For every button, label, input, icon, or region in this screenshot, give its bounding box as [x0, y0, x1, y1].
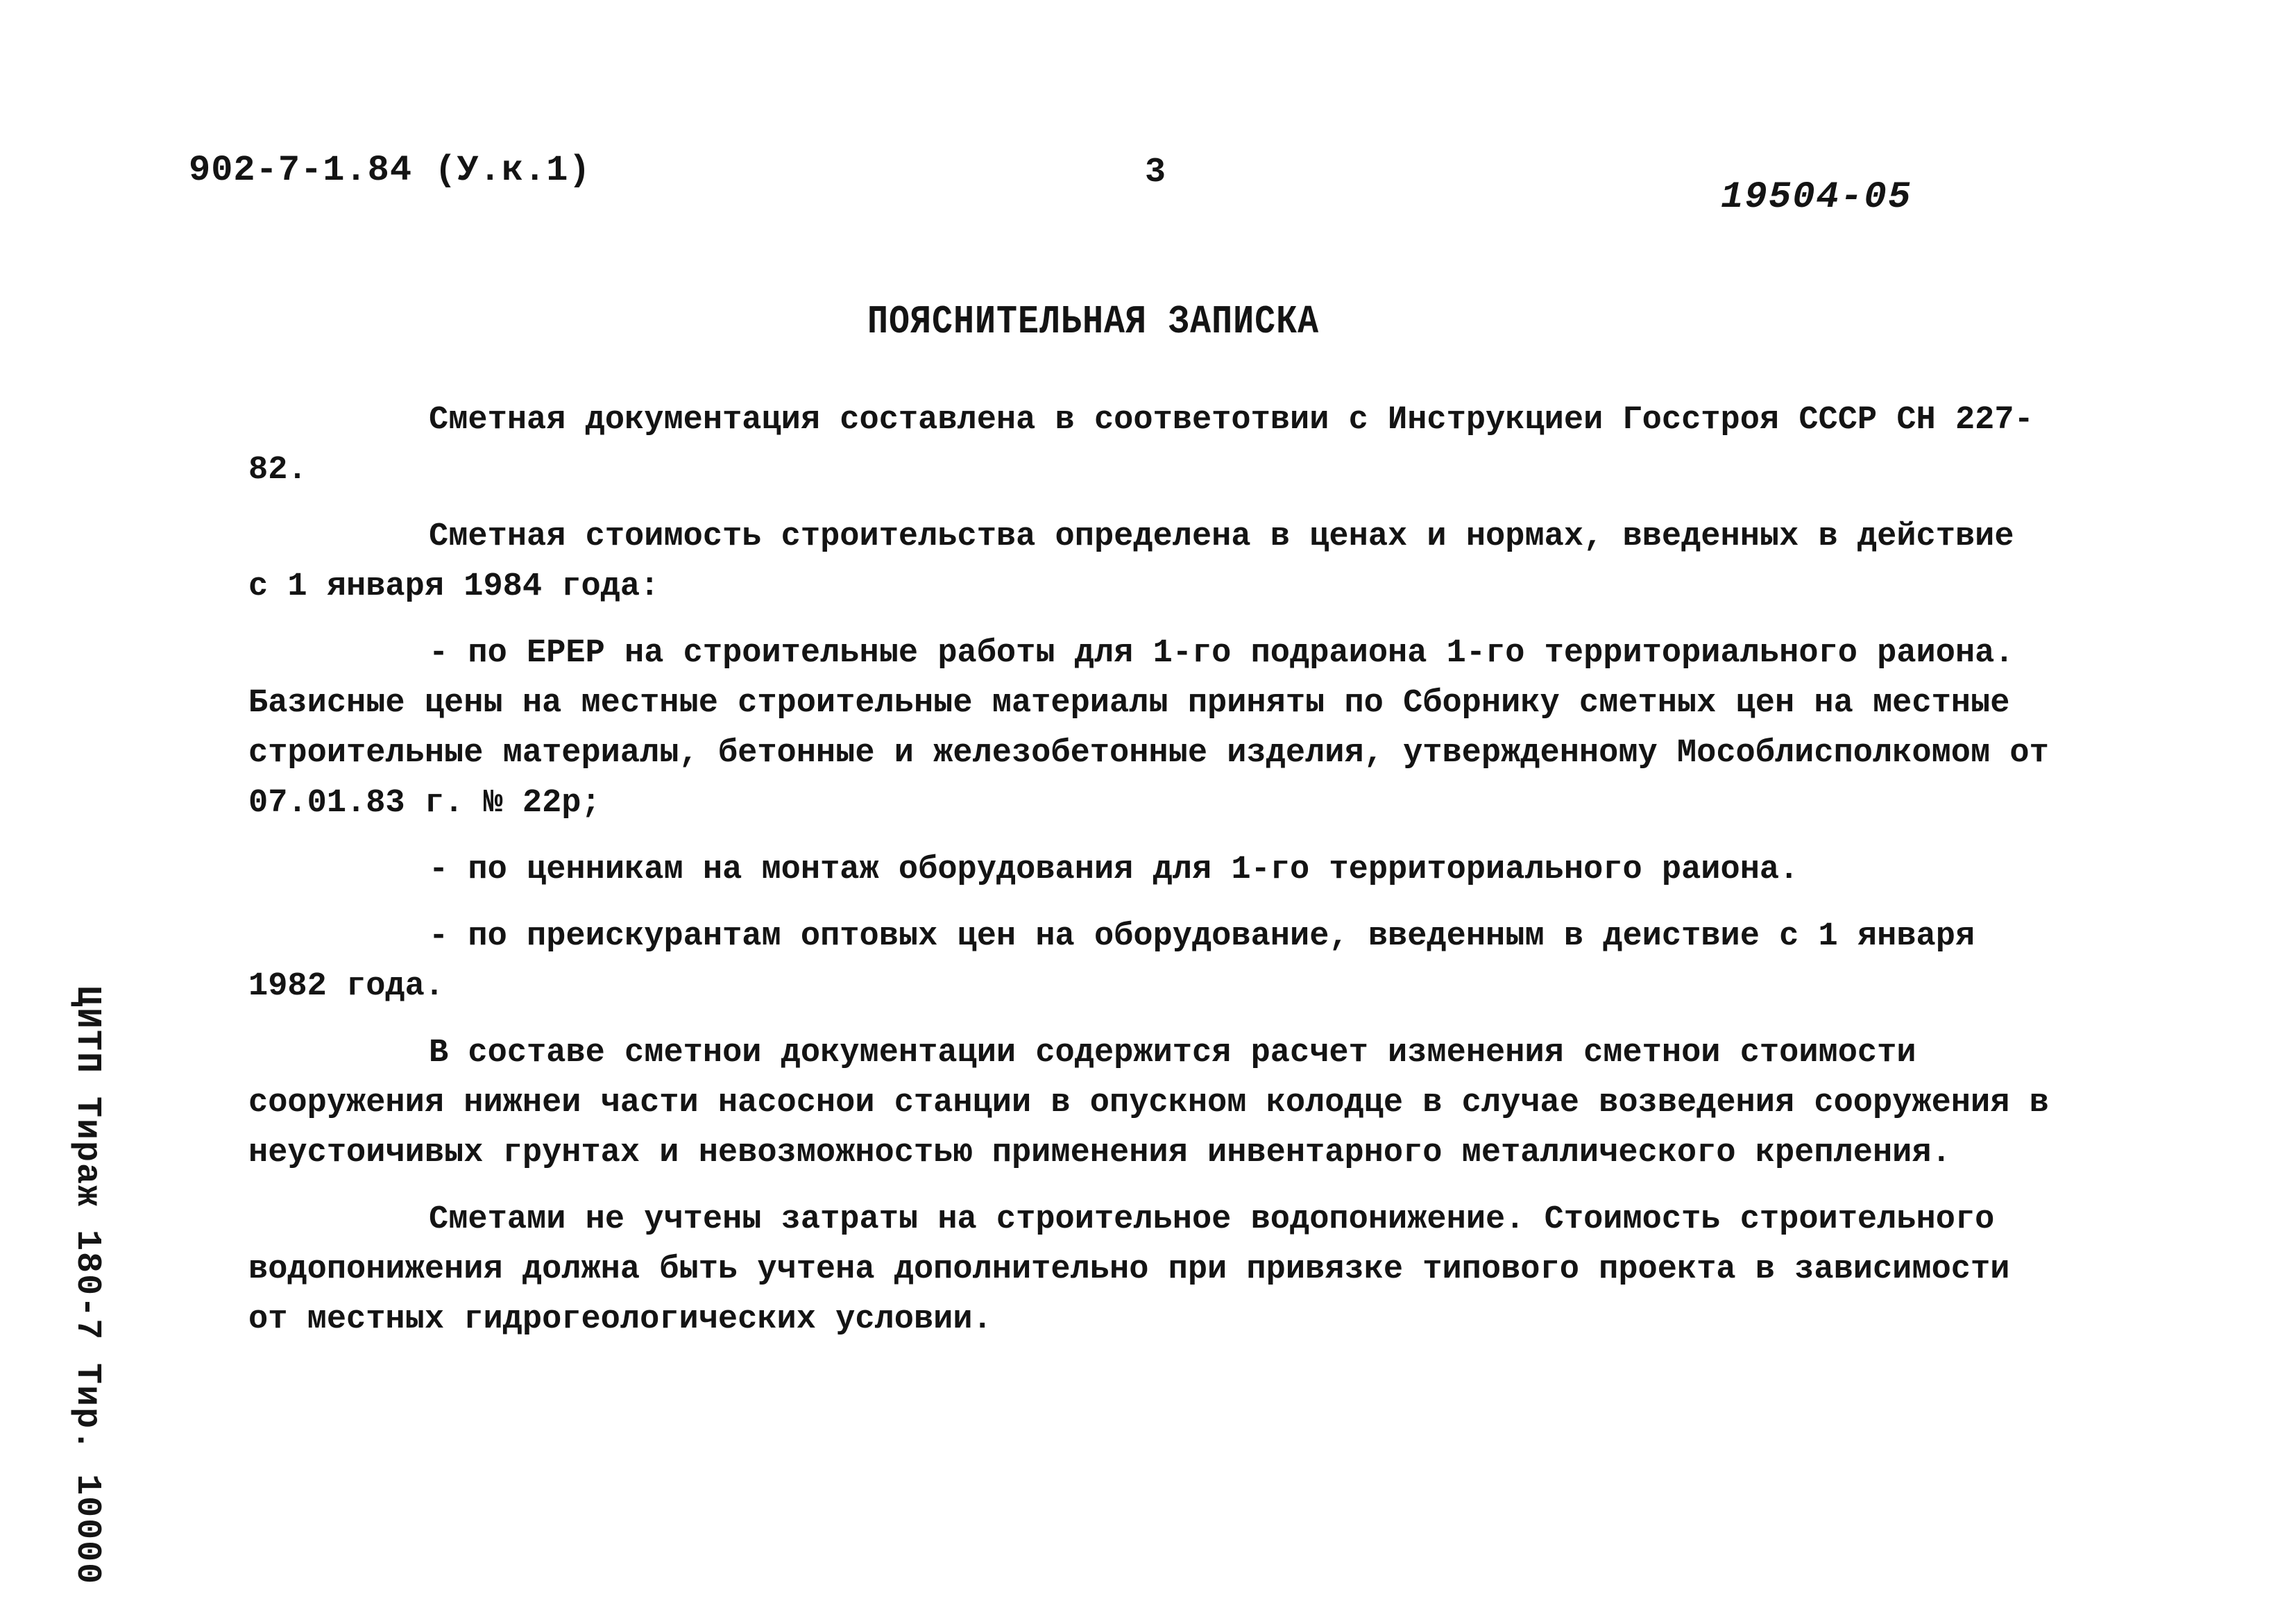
paragraph-2: Сметная стоимость строительства определена в ценах и нормах, введенных в действие с 1 января 1984 года: [248, 518, 2014, 605]
printing-stamp [67, 985, 108, 1586]
printing-stamp-text: ЦИТП Тираж 180-7 Тир. 10000 [67, 985, 107, 1586]
project-code: 902-7-1.84 (У.к.1) [189, 150, 591, 191]
document-body [248, 396, 2052, 1362]
paragraph-1: Сметная документация составлена в соответотвии с Инструкциеи Госстроя СССР СН 227-82. [248, 402, 2034, 489]
inventory-number: 19504-05 [1721, 176, 1912, 219]
page-title: ПОЯСНИТЕЛЬНАЯ ЗАПИСКА [867, 300, 1320, 346]
paragraph-6: В составе сметнои документации содержится расчет изменения сметнои стоимости сооружения нижнеи части насоснои станции в опускном колодце в случае возведения сооружения в неустоичивых грунтах и невозможностью применения инвентарного металлического крепления. [248, 1035, 2049, 1171]
paragraph-4: - по ценникам на монтаж оборудования для 1-го территориального раиона. [429, 852, 1799, 888]
paragraph-7: Сметами не учтены затраты на строительное водопонижение. Стоимость строительного водопонижения должна быть учтена дополнительно при привязке типового проекта в зависимости от местных гидрогеологических условии. [248, 1201, 2010, 1338]
paragraph-3: - по ЕРЕР на строительные работы для 1-го подраиона 1-го территориального раиона. Базисные цены на местные строительные материалы приняты по Сборнику сметных цен на местные строительные материалы, бетонные и железобетонные изделия, утвержденному Мособлисполкомом от 07.01.83 г. № 22р; [248, 635, 2049, 822]
paragraph-5: - по преискурантам оптовых цен на оборудование, введенным в деиствие с 1 января 1982 года. [248, 918, 1975, 1005]
page-number: 3 [1145, 153, 1166, 192]
